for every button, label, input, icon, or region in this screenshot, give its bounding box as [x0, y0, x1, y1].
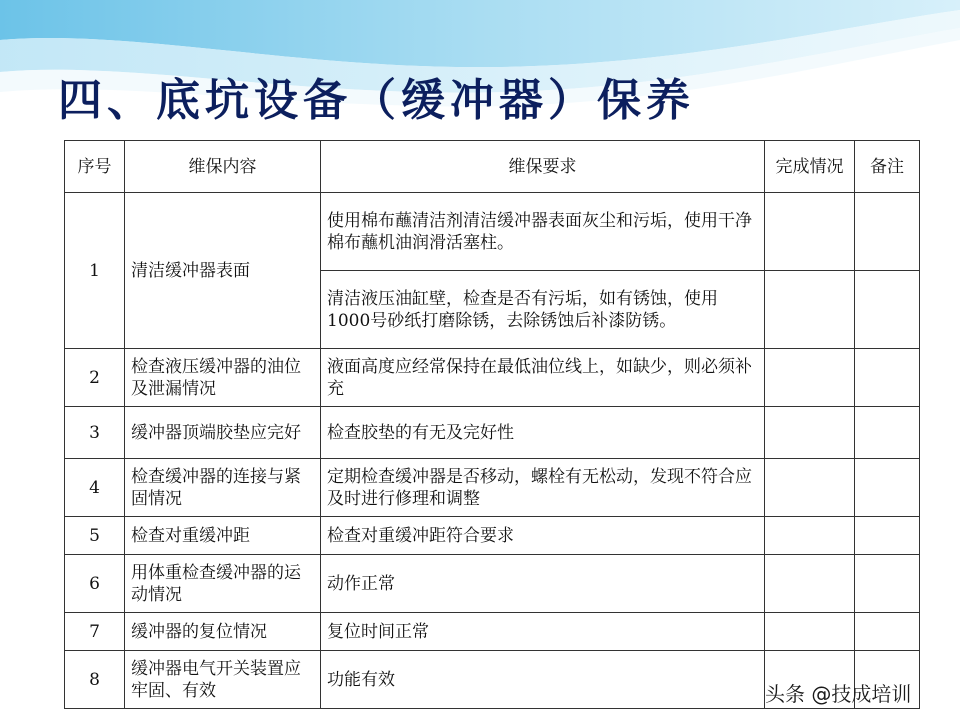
done-cell — [765, 349, 855, 407]
row-requirement: 使用棉布蘸清洁剂清洁缓冲器表面灰尘和污垢，使用干净棉布蘸机油润滑活塞柱。 — [321, 193, 765, 271]
header-remark: 备注 — [855, 141, 920, 193]
remark-cell — [855, 517, 920, 555]
remark-cell — [855, 407, 920, 459]
done-cell — [765, 271, 855, 349]
row-content: 缓冲器电气开关装置应牢固、有效 — [125, 651, 321, 709]
table-row — [65, 407, 920, 459]
remark-cell — [855, 459, 920, 517]
row-content: 检查液压缓冲器的油位及泄漏情况 — [125, 349, 321, 407]
header-content: 维保内容 — [125, 141, 321, 193]
table-row — [65, 193, 920, 271]
page-title: 四、底坑设备（缓冲器）保养 — [58, 75, 695, 126]
table-row — [65, 555, 920, 613]
row-index: 7 — [65, 613, 125, 651]
row-index: 3 — [65, 407, 125, 459]
done-cell — [765, 193, 855, 271]
row-index: 8 — [65, 651, 125, 709]
table-row — [65, 459, 920, 517]
row-content: 用体重检查缓冲器的运动情况 — [125, 555, 321, 613]
header-index: 序号 — [65, 141, 125, 193]
row-index: 2 — [65, 349, 125, 407]
row-requirement: 功能有效 — [321, 651, 765, 709]
header-requirement: 维保要求 — [321, 141, 765, 193]
remark-cell — [855, 555, 920, 613]
done-cell — [765, 555, 855, 613]
row-content: 缓冲器顶端胶垫应完好 — [125, 407, 321, 459]
row-requirement: 液面高度应经常保持在最低油位线上，如缺少，则必须补充 — [321, 349, 765, 407]
row-content: 缓冲器的复位情况 — [125, 613, 321, 651]
maintenance-table — [64, 140, 920, 709]
table-header-row — [65, 141, 920, 193]
remark-cell — [855, 193, 920, 271]
done-cell — [765, 407, 855, 459]
remark-cell — [855, 271, 920, 349]
row-content: 清洁缓冲器表面 — [125, 193, 321, 349]
row-index: 5 — [65, 517, 125, 555]
row-index: 6 — [65, 555, 125, 613]
row-content: 检查缓冲器的连接与紧固情况 — [125, 459, 321, 517]
row-requirement: 清洁液压油缸壁，检查是否有污垢，如有锈蚀，使用1000号砂纸打磨除锈，去除锈蚀后补漆防锈。 — [321, 271, 765, 349]
done-cell — [765, 459, 855, 517]
row-requirement: 定期检查缓冲器是否移动，螺栓有无松动，发现不符合应及时进行修理和调整 — [321, 459, 765, 517]
table-row — [65, 613, 920, 651]
header-done: 完成情况 — [765, 141, 855, 193]
row-index: 1 — [65, 193, 125, 349]
remark-cell — [855, 613, 920, 651]
remark-cell — [855, 349, 920, 407]
done-cell — [765, 613, 855, 651]
row-content: 检查对重缓冲距 — [125, 517, 321, 555]
watermark-text: 头条 @技成培训 — [765, 682, 912, 706]
row-requirement: 检查对重缓冲距符合要求 — [321, 517, 765, 555]
done-cell — [765, 517, 855, 555]
row-index: 4 — [65, 459, 125, 517]
row-requirement: 动作正常 — [321, 555, 765, 613]
row-requirement: 复位时间正常 — [321, 613, 765, 651]
table-row — [65, 517, 920, 555]
row-requirement: 检查胶垫的有无及完好性 — [321, 407, 765, 459]
table-row — [65, 349, 920, 407]
